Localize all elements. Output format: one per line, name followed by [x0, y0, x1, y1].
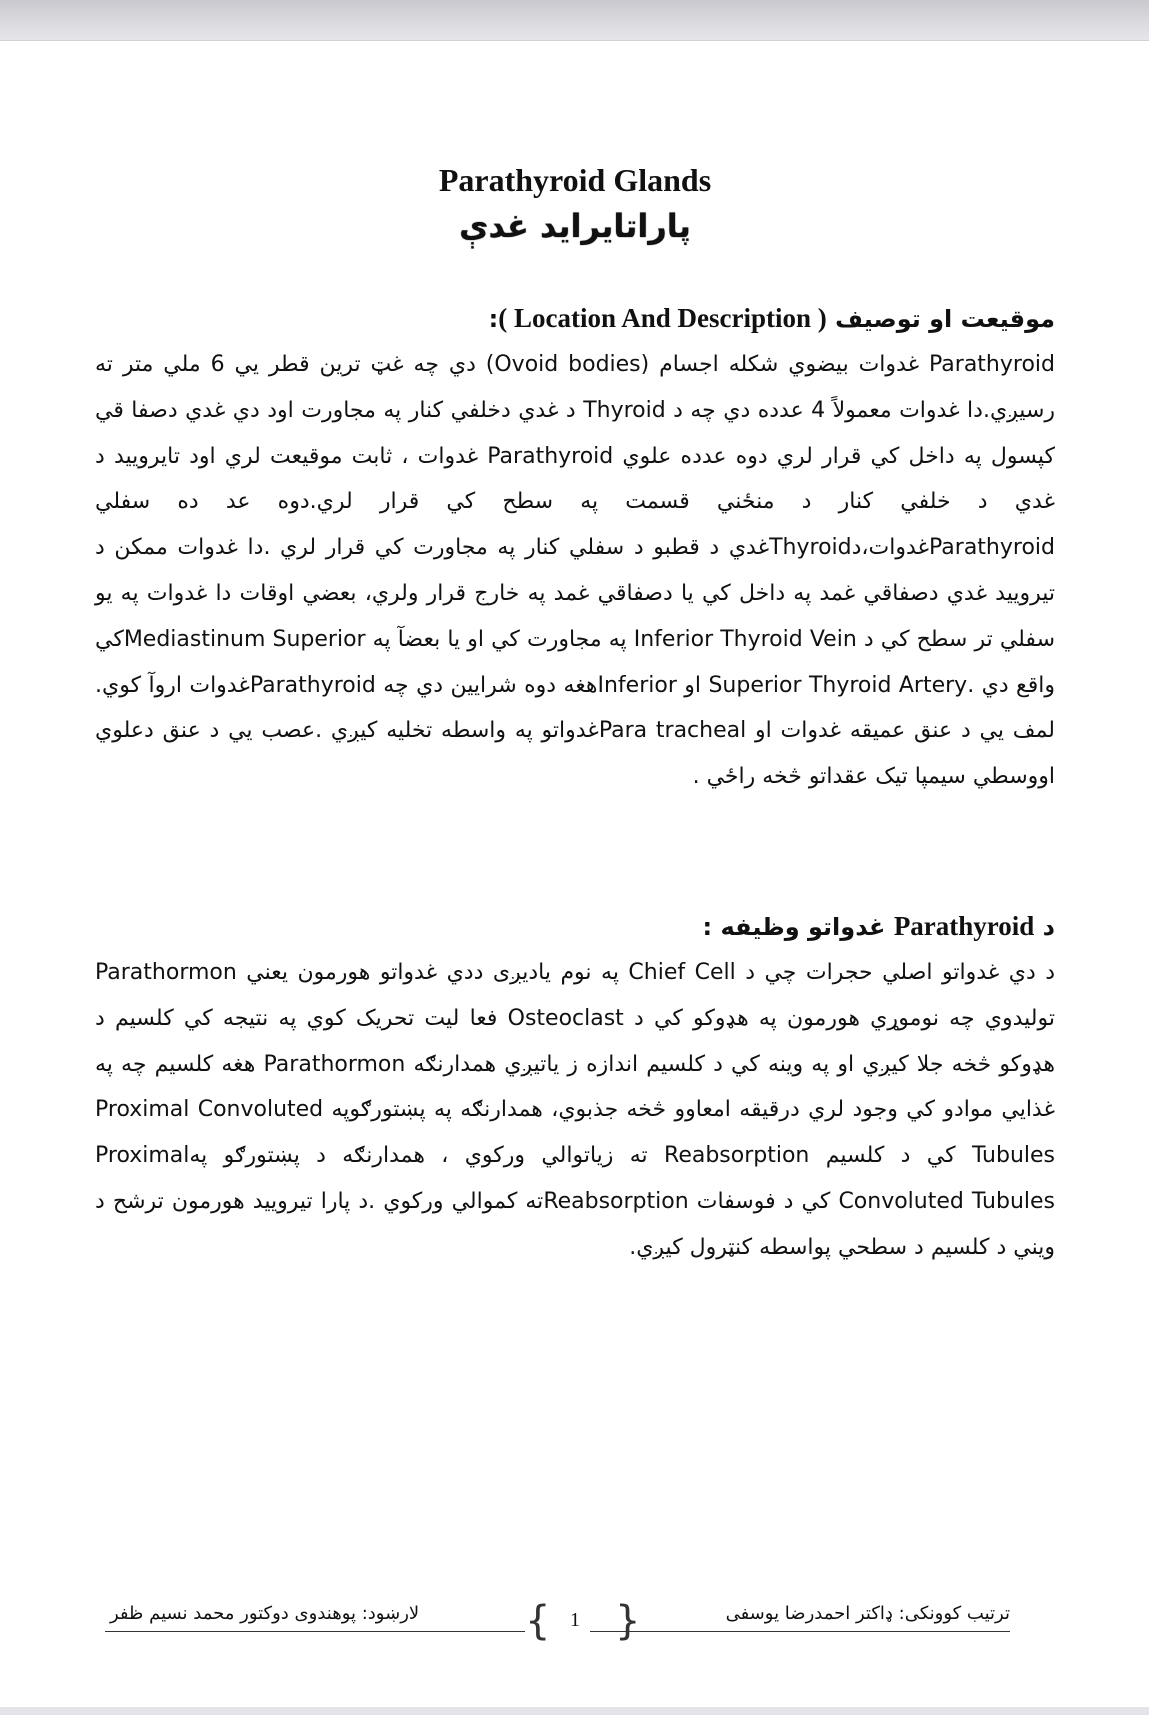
section-heading-location	[95, 298, 1055, 339]
paragraph-location-description: Parathyroid غدوات بیضوي شکله اجسام (Ovoid bodies) دي چه غټ ترین قطر یي 6 ملي متر ته رسیږي.دا غدوات معمولاً 4 عدده دي چه د Thyroid د غدي دخلفي کنار په مجاورت اود دي غدي دصفا قي کپسول په داخل کي قرار لري دوه عدده علوي Parathyroid غدوات ، ثابت موقیعت لري اود تایرویید د غدي د خلفي کنار د منځني قسمت په سطح کي قرار لري.دوه عد ده سفلي Parathyroidغدوات،دThyroidغدي د قطبو د سفلي کنار په مجاورت کي قرار لري .دا غدوات ممکن د تیرویید غدي دصفاقي غمد په داخل کي یا دصفاقي غمد په خارج قرار ولري، بعضي اوقات دا غدوات په یو سفلي تر سطح کي د Inferior Thyroid Vein په مجاورت کي او یا بعضآ په Mediastinum Superiorکي واقع دي .Superior Thyroid Artery او Inferiorهغه دوه شرایین دي چه Parathyroidغدوات اروآ کوي. لمف یي د عنق عمیقه غدوات او Para trachealغدواتو په واسطه تخلیه کیږي .عصب یي د عنق دعلوي اووسطي سیمپا تیک عقداتو څخه راځي .	[95, 352, 1055, 790]
footer-bracket-left: {	[525, 1598, 551, 1644]
heading-location-colon: :	[488, 305, 499, 333]
page-title-english: Parathyroid Glands	[438, 162, 712, 198]
heading-function-pre: د	[1042, 913, 1055, 941]
page-number: 1	[570, 1609, 580, 1631]
footer-supervisor: لارښود: پوهندوی دوکتور محمد نسیم ظفر	[110, 1603, 420, 1624]
footer-compiler: ترتیب کوونکی: ډاکتر احمدرضا یوسفی	[725, 1603, 1010, 1624]
footer-bracket-right: }	[615, 1598, 641, 1644]
viewer-top-bar	[0, 0, 1149, 41]
section-heading-function	[95, 906, 1055, 947]
paragraph-function: د دي غدواتو اصلي حجرات چي د Chief Cell په نوم یادیږی ددي غدواتو هورمون یعني Parathormon تولیدوي چه نوموړي هورمون په هډوکو کي د Osteoclast فعا لیت تحریک کوي په نتیجه کي کلسیم د هډوکو څخه جلا کیږي او په وینه کي د کلسیم اندازه ز یاتیږي همدارنګه Parathormon هغه کلسیم چه په غذایي موادو کي وجود لري درقیقه امعاوو څخه جذبوي، همدارنګه په پښتورګوپه Proximal Convoluted Tubules کي د کلسیم Reabsorption ته زیاتوالي ورکوي ، همدارنګه د پښتورګو پهProximal Convoluted Tubules کي د فوسفات Reabsorptionته کموالي ورکوي .د پارا تیرویید هورمون ترشح د ویني د کلسیم د سطحي پواسطه کنټرول کیږي.	[95, 960, 1056, 1260]
heading-function-post: غدواتو وظیفه :	[702, 913, 886, 941]
heading-location-pashto: موقیعت او توصیف	[835, 305, 1055, 333]
page-title-pashto: پاراتایراید غدې	[459, 207, 691, 245]
footer-rule-left	[105, 1631, 525, 1632]
heading-function-english: Parathyroid	[893, 911, 1035, 941]
document-page	[95, 160, 1056, 1260]
heading-location-english: ( Location And Description )	[498, 303, 827, 333]
viewer-bottom-bar	[0, 1707, 1149, 1715]
footer-rule-right	[590, 1631, 1010, 1632]
page-footer	[105, 1595, 1010, 1655]
